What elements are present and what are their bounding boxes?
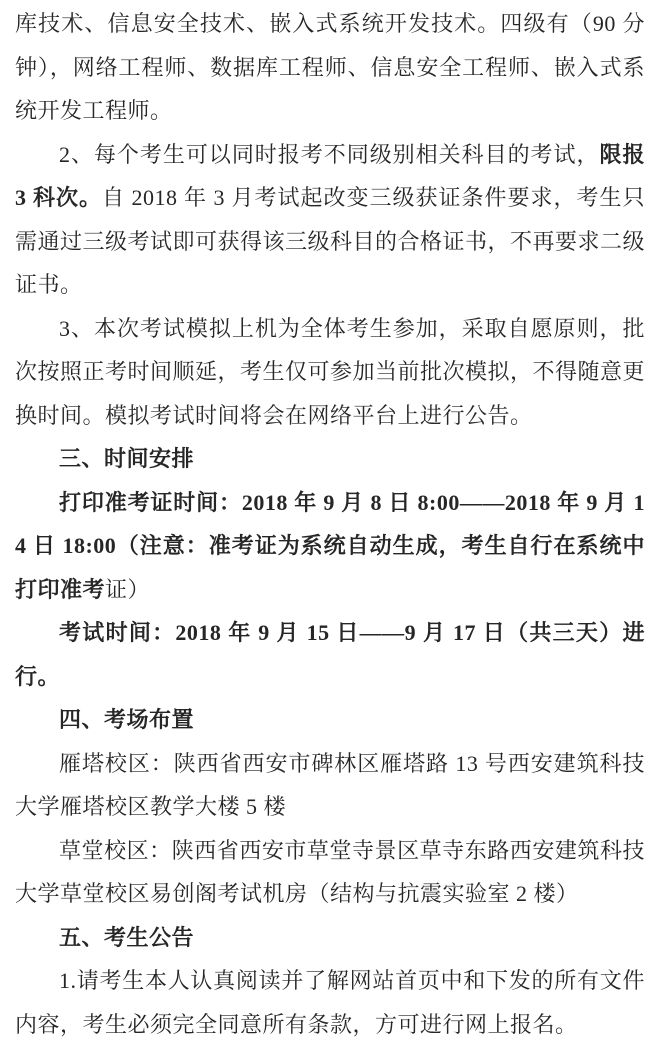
paragraph-text: 雁塔校区：陕西省西安市碑林区雁塔路 13 号西安建筑科技大学雁塔校区教学大楼 5 楼 [15, 750, 645, 819]
paragraph-print-ticket-time [15, 481, 645, 612]
paragraph-exam-time [15, 611, 645, 698]
paragraph-text-bold: 考试时间：2018 年 9 月 15 日——9 月 17 日（共三天）进行。 [15, 620, 645, 689]
paragraph-caotang-campus [15, 829, 645, 916]
paragraph-text: 库技术、信息安全技术、嵌入式系统开发技术。四级有（90 分钟），网络工程师、数据库工程师、信息安全工程师、嵌入式系统开发工程师。 [15, 11, 645, 123]
paragraph-yanta-campus [15, 742, 645, 829]
paragraph-text: 自 2018 年 3 月考试起改变三级获证条件要求，考生只需通过三级考试即可获得该三级科目的合格证书，不再要求二级证书。 [15, 185, 646, 297]
paragraph-text-bold: 打印准考证时间：2018 年 9 月 8 日 8:00——2018 年 9 月 14 日 18:00（注意：准考证为系统自动生成，考生自行在系统中打印准考 [15, 489, 645, 602]
paragraph-continuation [15, 2, 645, 133]
heading-text: 四、考场布置 [59, 707, 195, 732]
heading-venue-layout [15, 698, 645, 742]
heading-time-schedule [15, 437, 645, 481]
paragraph-text: 证） [105, 576, 151, 602]
paragraph-text: 1.请考生本人认真阅读并了解网站首页中和下发的所有文件内容，考生必须完全同意所有条款，方可进行网上报名。 [15, 968, 645, 1037]
paragraph-text-bold: 限报 3 科次。 [15, 141, 645, 210]
paragraph-rule-2 [15, 133, 645, 307]
paragraph-rule-3 [15, 307, 645, 438]
heading-text: 五、考生公告 [59, 924, 195, 950]
heading-text: 三、时间安排 [59, 446, 195, 471]
paragraph-notice-1 [15, 959, 645, 1046]
paragraph-text: 2、每个考生可以同时报考不同级别相关科目的考试， [59, 141, 600, 167]
paragraph-text: 3、本次考试模拟上机为全体考生参加，采取自愿原则，批次按照正考时间顺延，考生仅可参加当前批次模拟，不得随意更换时间。模拟考试时间将会在网络平台上进行公告。 [15, 315, 646, 428]
paragraph-text: 草堂校区：陕西省西安市草堂寺景区草寺东路西安建筑科技大学草堂校区易创阁考试机房（结构与抗震实验室 2 楼） [15, 837, 645, 906]
heading-candidate-notice [15, 916, 645, 960]
